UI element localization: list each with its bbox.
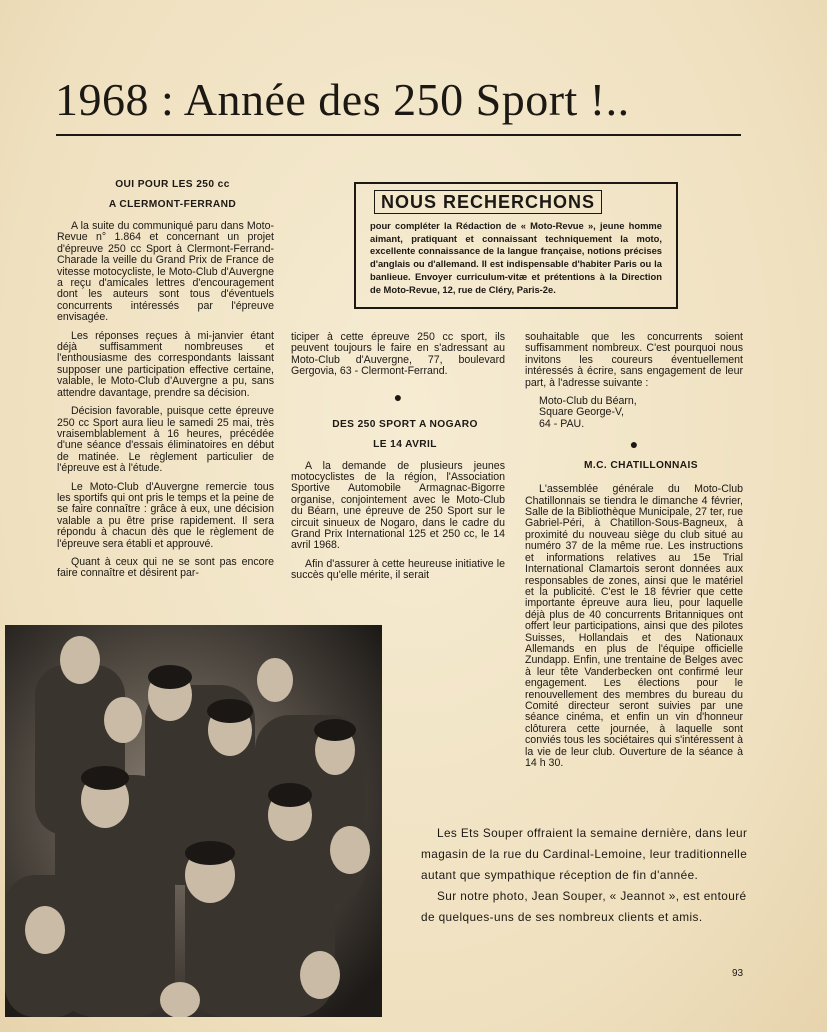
crowd-photo (5, 625, 382, 1017)
paragraph: A la demande de plusieurs jeunes motocyclistes de la région, l'Association Sportive Automobile Armagnac-Bigorre organise, conjointement avec le Moto-Club du Béarn, une épreuve de 250 Sport sur le circuit sinueux de Nogaro, dans le cadre du Grand Prix International 125 et 250 cc, le 14 avril 1968. (291, 459, 505, 552)
section-heading: M.C. CHATILLONNAIS (584, 460, 698, 472)
address-line: Square George-V, (539, 406, 625, 419)
section-heading: OUI POUR LES 250 cc (115, 179, 230, 190)
caption-paragraph: Sur notre photo, Jean Souper, « Jeannot », est entouré de quelques-uns de ses nombreux clients et amis. (421, 889, 747, 924)
address-line: Moto-Club du Béarn, (539, 395, 637, 408)
photo-caption (421, 823, 761, 928)
paragraph: Décision favorable, puisque cette épreuve 250 cc Sport aura lieu le samedi 25 mai, très vraisemblablement à 16 heures, précédée d'une séance d'essais éliminatoires en début de matinée. Le règlement particulier de l'épreuve est à l'étude. (57, 405, 274, 475)
recruitment-box (354, 182, 678, 309)
paragraph: Afin d'assurer à cette heureuse initiative le succès qu'elle mérite, il serait (291, 557, 505, 582)
box-title: NOUS RECHERCHONS (374, 190, 602, 214)
section-subheading: A CLERMONT-FERRAND (108, 199, 237, 210)
paragraph: ticiper à cette épreuve 250 cc sport, ils peuvent toujours le faire en s'adressant au Moto-Club d'Auvergne, 77, boulevard Gergovia, 63 - Clermont-Ferrand. (291, 331, 505, 378)
column-3 (525, 332, 743, 776)
address-line: 64 - PAU. (539, 417, 585, 430)
column-2 (291, 332, 505, 589)
paragraph: A la suite du communiqué paru dans Moto-Revue n° 1.864 et concernant un projet d'épreuve 250 cc Sport à Clermont-Ferrand-Charade la veille du Grand Prix de France de vitesse motocycliste, le Moto-Club d'Auvergne a reçu d'amicales lettres d'encouragement dont les auteurs sont tous d'éventuels concurrents intéressés par l'épreuve envisagée. (57, 220, 274, 324)
paragraph: souhaitable que les concurrents soient suffisamment nombreux. C'est pourquoi nous invitons les coureurs éventuellement intéressés à écrire, sans engagement de leur part, à l'adresse suivante : (525, 331, 743, 389)
title-rule (56, 134, 741, 136)
paragraph: Quant à ceux qui ne se sont pas encore faire connaître et désirent par- (57, 555, 274, 580)
paragraph: Le Moto-Club d'Auvergne remercie tous les sportifs qui ont pris le temps et la peine de se faire connaître : grâce à eux, une décision valable a pu être prise rapidement. Il sera répondu à chacun dès que le règlement de l'épreuve sera établi et approuvé. (57, 480, 274, 550)
box-text: pour compléter la Rédaction de « Moto-Revue », jeune homme aimant, pratiquant et connaissant techniquement la moto, excellente connaissance de la langue française, notions précises d'anglais ou d'allemand. Il est indispensable d'habiter Paris ou la banlieue. Envoyer curriculum-vitæ et prétentions à la Direction de Moto-Revue, 12, rue de Cléry, Paris-2e. (370, 220, 662, 295)
bullet-separator: ● (393, 388, 403, 405)
bullet-separator: ● (629, 436, 639, 453)
section-subheading: LE 14 AVRIL (373, 438, 437, 450)
page-title: 1968 : Année des 250 Sport !.. (55, 74, 630, 125)
page-number: 93 (732, 968, 744, 979)
photo-illustration (5, 625, 382, 1017)
section-heading: DES 250 SPORT A NOGARO (332, 418, 478, 430)
paragraph: L'assemblée générale du Moto-Club Chatillonnais se tiendra le dimanche 4 février, Salle de la Bibliothèque Municipale, 27 ter, rue Gabriel-Péri, à Chatillon-Sous-Bagneux, à proximité du nouveau siège du club situé au numéro 37 de la même rue. Les instructions et informations relatives au 15e Trial International Clamartois seront données aux responsables de zones, ainsi que le matériel et la publicité. C'est le 18 février que cette importante épreuve aura lieu, pour laquelle déjà plus de 40 concurrents Britanniques ont offert leur participations, ainsi que des pilotes Suisses, Hollandais et des Nationaux Allemands en plus de l'équipe officielle Zundapp. Enfin, une trentaine de Belges avec à leur tête Vanderbecken ont confirmé leur engagement. Les élections pour le renouvellement des membres du bureau du Comité directeur seront suivies par une séance cinéma, et enfin un vin d'honneur clôturera cette journée, à laquelle sont conviés tous les sociétaires qui s'intéressent à la vie de leur club. Ouverture de la séance à 14 h 30. (525, 483, 743, 769)
column-1 (57, 178, 274, 587)
paragraph: Les réponses reçues à mi-janvier étant déjà suffisamment nombreuses et l'enthousiasme des correspondants laissant supposer une participation effective certaine, valable, le Moto-Club d'Auvergne a pu, sans attendre davantage, prendre sa décision. (57, 329, 274, 399)
caption-paragraph: Les Ets Souper offraient la semaine dernière, dans leur magasin de la rue du Cardinal-Lemoine, leur traditionnelle autant que sympathique réception de fin d'année. (421, 826, 748, 882)
